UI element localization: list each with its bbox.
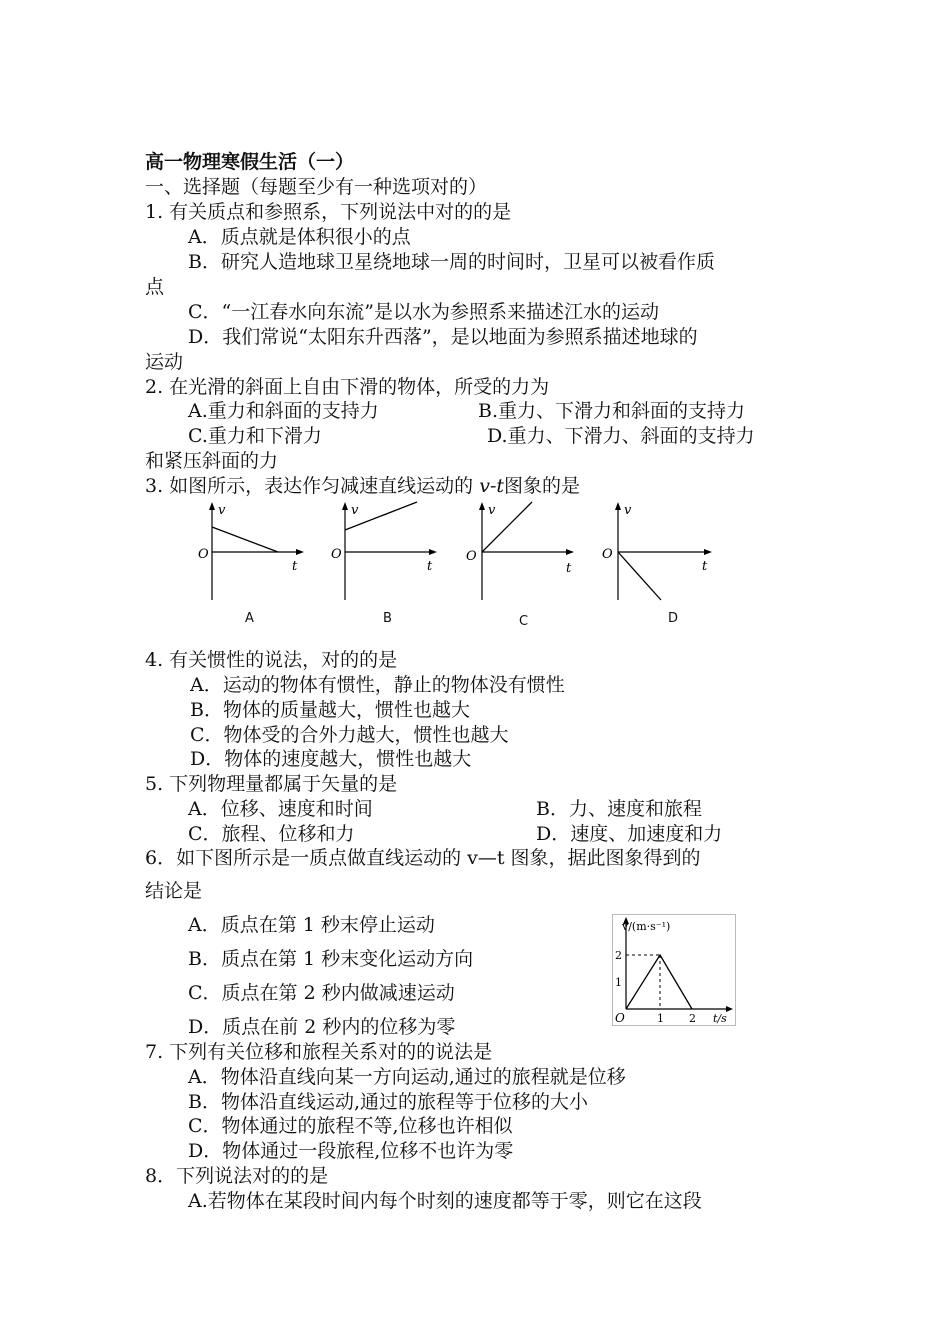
q1-stem: 1. 有关质点和参照系，下列说法中对的的是 [145,201,512,223]
q3-graph-d-line [618,552,661,600]
q1-option-a: A．质点就是体积很小的点 [188,226,411,248]
q6-stem-cont: 结论是 [145,880,203,902]
q1-option-c: C．“一江春水向东流”是以水为参照系来描述江水的运动 [188,301,659,323]
q3-graph-d-t-label: t [702,559,708,574]
q3-graph-b-v-label: v [351,503,359,518]
q6-graph-ylabel: v/(m·s⁻¹) [622,920,671,933]
q6-graph-origin: O [615,1011,625,1025]
q3-graph-d-v-label: v [624,503,632,518]
q3-graph-c [462,500,582,605]
q1-option-b-cont: 点 [145,276,165,298]
q3-graph-c-t-label: t [566,561,572,576]
q6-option-c: C．质点在第 2 秒内做减速运动 [188,982,455,1004]
q3-graph-b-label: B [383,611,392,626]
q7-stem: 7. 下列有关位移和旅程关系对的的说法是 [145,1041,493,1063]
section-heading: 一、选择题（每题至少有一种选项对的） [145,176,488,198]
q3-graph-b-t-label: t [427,559,433,574]
q7-option-d: D．物体通过一段旅程,位移不也许为零 [188,1140,514,1162]
q3-graph-d [598,500,723,605]
q1-option-b: B．研究人造地球卫星绕地球一周的时间时，卫星可以被看作质 [188,251,715,273]
q1-option-d: D．我们常说“太阳东升西落”，是以地面为参照系描述地球的 [188,326,698,348]
q6-graph-xlabel: t/s [713,1012,727,1025]
q5-option-c: C．旅程、位移和力 [188,823,355,845]
q3-graph-a-t-label: t [292,559,298,574]
q6-graph-xtick-2: 2 [689,1012,696,1025]
q2-option-d-cont: 和紧压斜面的力 [145,450,279,472]
q4-stem: 4. 有关惯性的说法，对的的是 [145,649,398,671]
q7-option-b: B．物体沿直线运动,通过的旅程等于位移的大小 [188,1091,589,1113]
q5-stem: 5. 下列物理量都属于矢量的是 [145,773,398,795]
q2-option-d: D.重力、下滑力、斜面的支持力 [487,425,755,447]
q8-option-a: A.若物体在某段时间内每个时刻的速度都等于零，则它在这段 [188,1190,702,1212]
q3-stem-post: 图象的是 [504,475,581,497]
q6-option-b: B．质点在第 1 秒末变化运动方向 [188,948,474,970]
q1-option-d-cont: 运动 [145,351,184,373]
page-title: 高一物理寒假生活（一） [145,151,355,173]
q3-graph-a-line [212,527,278,552]
q3-graph-b [325,500,445,605]
q6-option-a: A．质点在第 1 秒末停止运动 [188,914,435,936]
q3-graph-a [190,500,310,605]
q6-graph-ytick-1: 1 [615,976,622,989]
q4-option-c: C．物体受的合外力越大，惯性也越大 [190,724,509,746]
q4-option-d: D．物体的速度越大，惯性也越大 [190,748,472,770]
q3-graph-c-origin: O [466,549,477,564]
q3-stem-pre: 3. 如图所示，表达作匀减速直线运动的 [145,475,480,497]
q6-vt-line [626,955,692,1009]
q2-option-b: B.重力、下滑力和斜面的支持力 [478,400,746,422]
q3-stem-vt: v-t [479,475,505,497]
q7-option-a: A．物体沿直线向某一方向运动,通过的旅程就是位移 [188,1066,626,1088]
q5-option-b: B．力、速度和旅程 [536,798,702,820]
q8-stem: 8．下列说法对的的是 [145,1165,329,1187]
q6-stem: 6．如下图所示是一质点做直线运动的 v—t 图象，据此图象得到的 [145,847,701,869]
q3-graph-a-v-label: v [218,503,226,518]
q2-option-a: A.重力和斜面的支持力 [188,400,379,422]
q6-graph-ytick-2: 2 [615,949,622,962]
q2-option-c: C.重力和下滑力 [188,425,322,447]
q3-graph-d-label: D [668,611,679,626]
q4-option-a: A．运动的物体有惯性，静止的物体没有惯性 [190,674,565,696]
q5-option-d: D．速度、加速度和力 [536,823,723,845]
q7-option-c: C．物体通过的旅程不等,位移也许相似 [188,1115,513,1137]
q3-stem [145,474,580,498]
q5-option-a: A．位移、速度和时间 [188,798,373,820]
q3-graph-b-origin: O [331,547,342,562]
q6-option-d: D．质点在前 2 秒内的位移为零 [188,1016,456,1038]
q3-graph-a-label: A [245,611,254,626]
q4-option-b: B．物体的质量越大，惯性也越大 [190,699,470,721]
q6-graph-xtick-1: 1 [657,1012,664,1025]
q3-graph-c-label: C [519,614,529,629]
q3-graph-c-v-label: v [488,503,496,518]
q3-graph-a-origin: O [198,547,209,562]
q2-stem: 2. 在光滑的斜面上自由下滑的物体，所受的力为 [145,376,550,398]
q6-vt-graph [612,914,736,1026]
q3-graph-d-origin: O [602,547,613,562]
